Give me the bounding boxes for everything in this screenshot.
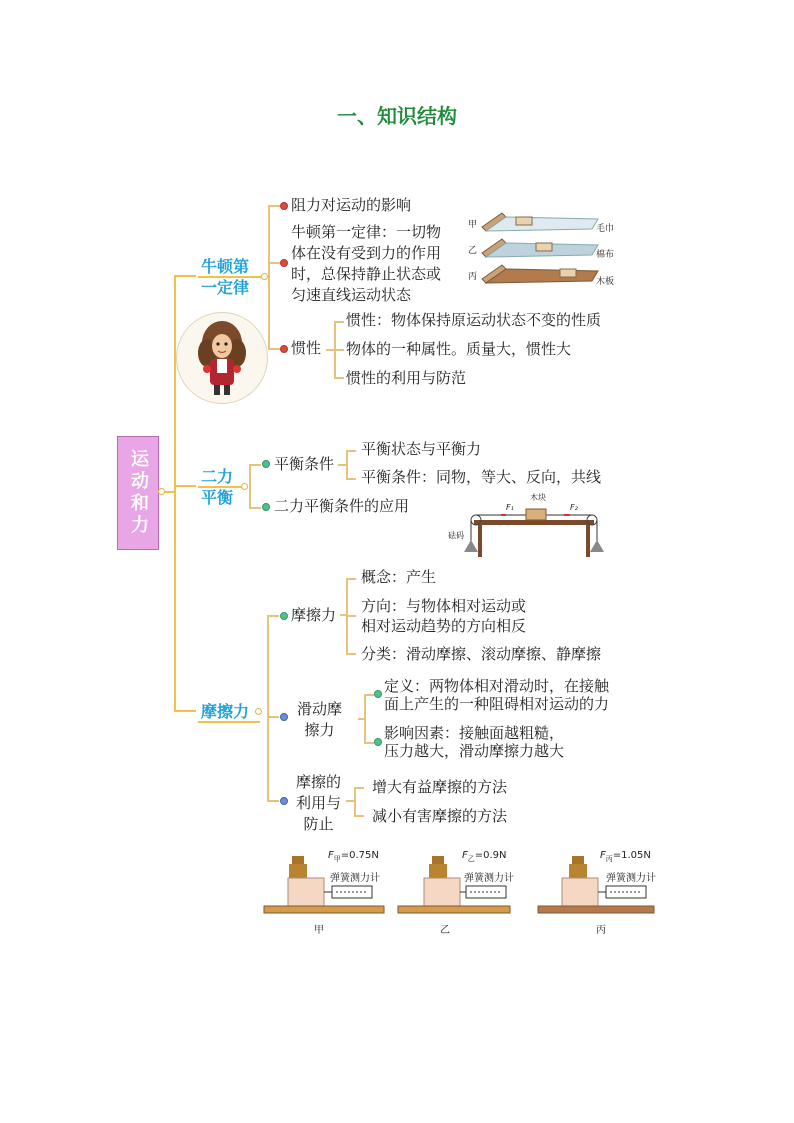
usage-connector <box>346 800 354 802</box>
newton-bracket-top <box>268 205 280 207</box>
balance-underline <box>198 486 246 488</box>
row-label-1: 甲 <box>468 220 478 230</box>
sliding-def-2: 面上产生的一种阻碍相对运动的力 <box>384 695 610 713</box>
newton-knob <box>261 273 268 280</box>
surface-label-2: 棉布 <box>596 250 615 260</box>
friction-types: 分类：滑动摩擦、滚动摩擦、静摩擦 <box>361 645 602 663</box>
usage-sub-1: 增大有益摩擦的方法 <box>372 778 508 796</box>
bullet-red-icon <box>280 345 288 353</box>
friction-sub-label: 摩擦力 <box>291 606 337 624</box>
meter-label: 弹簧测力计 <box>464 873 514 884</box>
balance-application: 二力平衡条件的应用 <box>274 497 410 515</box>
balance-tick <box>249 507 261 509</box>
resistance-text: 阻力对运动的影响 <box>291 196 412 214</box>
sliding-label: 滑动摩 擦力 <box>297 700 343 739</box>
sliding-def-1: 定义：两物体相对滑动时，在接触 <box>384 677 610 695</box>
sliding-bracket <box>364 694 366 744</box>
usage-label: 摩擦的 利用与 防止 <box>296 773 342 833</box>
surfaces-figure <box>466 205 616 295</box>
friction-sub-tick <box>346 615 356 617</box>
balance-bracket <box>249 464 251 509</box>
friction-sub-tick <box>346 653 356 655</box>
newton-law-text: 牛顿第一定律：一切物 体在没有受到力的作用 时，总保持静止状态或 匀速直线运动状态 <box>291 223 442 304</box>
spine-to-balance <box>174 485 196 487</box>
friction-concept: 概念：产生 <box>361 568 437 586</box>
friction-knob <box>255 708 262 715</box>
balance-tick <box>249 464 261 466</box>
spine-to-newton <box>174 275 196 277</box>
friction-sub-tick <box>346 578 356 580</box>
figure-caption: 甲 <box>314 925 324 936</box>
branch-balance-label: 二力平衡 <box>201 467 234 507</box>
usage-bracket <box>354 787 356 817</box>
surface-label-1: 毛巾 <box>596 224 615 234</box>
figure-caption: 丙 <box>596 925 606 936</box>
surface-label-3: 木板 <box>596 277 615 287</box>
inertia-tick <box>334 321 344 323</box>
newton-bracket-bot <box>268 348 280 350</box>
newton-bracket-mid <box>268 262 280 264</box>
usage-sub-2: 减小有害摩擦的方法 <box>372 807 508 825</box>
f2-label: F₂ <box>570 503 578 512</box>
sliding-factor-2: 压力越大，滑动摩擦力越大 <box>384 742 565 760</box>
spring-figure-1 <box>262 848 386 936</box>
friction-tick <box>267 615 279 617</box>
sliding-tick <box>364 694 374 696</box>
figure-caption: 乙 <box>440 925 450 936</box>
inertia-sub-1: 惯性：物体保持原运动状态不变的性质 <box>346 311 602 329</box>
usage-tick <box>354 787 364 789</box>
inertia-sub-2: 物体的一种属性。质量大，惯性大 <box>346 340 572 358</box>
meter-label: 弹簧测力计 <box>606 873 656 884</box>
newton-underline <box>198 276 266 278</box>
spring-figure-2 <box>396 848 520 936</box>
friction-direction-2: 相对运动趋势的方向相反 <box>361 617 527 635</box>
conditions-sub-1: 平衡状态与平衡力 <box>361 440 482 458</box>
row-label-2: 乙 <box>468 246 478 256</box>
bullet-blue-icon <box>280 797 288 805</box>
balance-knob <box>241 483 248 490</box>
inertia-tick <box>334 349 344 351</box>
friction-tick <box>267 716 279 718</box>
sliding-factor-1: 影响因素：接触面越粗糙， <box>384 724 565 742</box>
branch-friction-label: 摩擦力 <box>201 702 250 721</box>
force-label: $F_丙=1.05N$ <box>600 850 651 863</box>
conditions-tick <box>346 450 356 452</box>
friction-bracket <box>267 615 269 801</box>
pulley-table-figure <box>446 490 620 562</box>
bullet-green-icon <box>374 738 382 746</box>
spine-to-friction <box>174 710 196 712</box>
force-label: $F_乙=0.9N$ <box>462 850 507 863</box>
ramp-surfaces-diagram <box>466 205 616 295</box>
bullet-green-icon <box>280 612 288 620</box>
inertia-sub-3: 惯性的利用与防范 <box>346 369 467 387</box>
spring-figure-3 <box>536 848 666 936</box>
sliding-tick <box>364 742 374 744</box>
branch-newton-label: 牛顿第一定律 <box>201 257 250 297</box>
inertia-connector <box>326 349 334 351</box>
inertia-tick <box>334 377 344 379</box>
conditions-label: 平衡条件 <box>274 455 335 473</box>
weight-label: 砝码 <box>448 531 464 540</box>
bullet-green-icon <box>262 460 270 468</box>
usage-tick <box>354 815 364 817</box>
conditions-sub-2: 平衡条件：同物，等大、反向，共线 <box>361 468 602 486</box>
bullet-green-icon <box>262 503 270 511</box>
conditions-bracket <box>346 450 348 480</box>
friction-direction-1: 方向：与物体相对运动或 <box>361 597 527 615</box>
newton-bracket <box>268 205 270 349</box>
root-knob <box>158 488 165 495</box>
bullet-blue-icon <box>280 713 288 721</box>
friction-underline <box>198 721 260 723</box>
main-spine <box>174 275 176 712</box>
force-label: $F_甲=0.75N$ <box>328 850 379 863</box>
bullet-red-icon <box>280 259 288 267</box>
block-label: 木块 <box>530 493 546 502</box>
meter-label: 弹簧测力计 <box>330 873 380 884</box>
root-node: 运动和力 <box>117 436 159 550</box>
page-title: 一、知识结构 <box>337 104 457 128</box>
bullet-red-icon <box>280 202 288 210</box>
row-label-3: 丙 <box>468 272 478 282</box>
f1-label: F₁ <box>506 503 514 512</box>
newton-portrait <box>176 312 268 404</box>
bullet-green-icon <box>374 690 382 698</box>
conditions-tick <box>346 478 356 480</box>
friction-tick <box>267 800 279 802</box>
conditions-connector <box>338 464 346 466</box>
newton-cartoon-icon <box>177 313 267 403</box>
inertia-label: 惯性 <box>291 339 322 357</box>
